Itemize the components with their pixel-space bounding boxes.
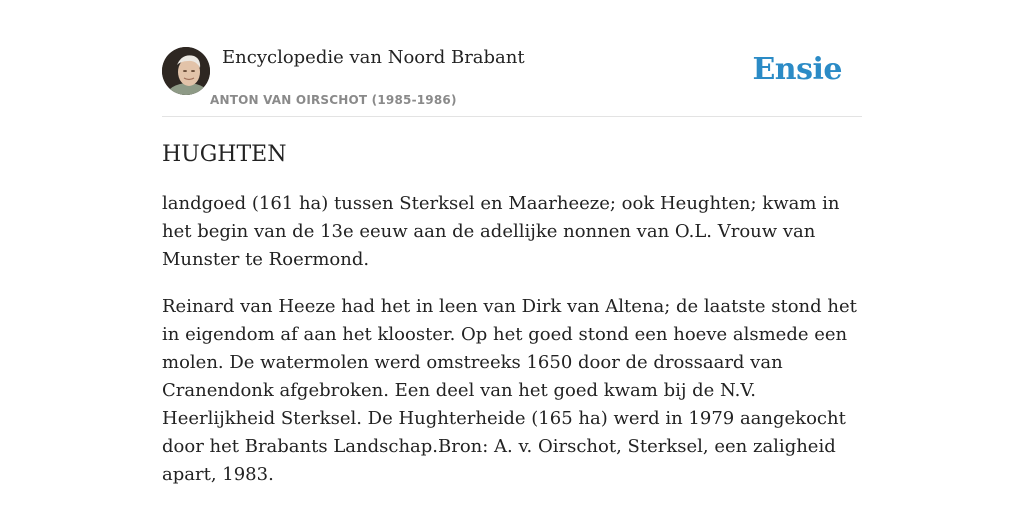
article-paragraph: Reinard van Heeze had het in leen van Dirk van Altena; de laatste stond het in eigendom af aan het klooster. Op het goed stond een hoeve alsmede een molen. De watermolen werd omstreeks 1650 door de drossaard van Cranendonk afgebroken. Een deel van het goed kwam bij de N.V. Heerlijkheid Sterksel. De Hughterheide (165 ha) werd in 1979 aangekocht door het Brabants Landschap.Bron: A. v. Oirschot, Sterksel, een zaligheid apart, 1983.	[162, 296, 857, 485]
entry-title: HUGHTEN	[162, 142, 287, 167]
brand-logo[interactable]: Ensie	[752, 52, 842, 87]
article-paragraph: landgoed (161 ha) tussen Sterksel en Maarheeze; ook Heughten; kwam in het begin van de 13e eeuw aan de adellijke nonnen van O.L. Vrouw van Munster te Roermond.	[162, 193, 840, 270]
avatar[interactable]	[162, 47, 210, 95]
author-portrait-icon	[162, 47, 210, 95]
source-title[interactable]: Encyclopedie van Noord Brabant	[222, 47, 525, 68]
article	[162, 140, 862, 508]
source-header	[162, 46, 862, 117]
author-credit[interactable]: ANTON VAN OIRSCHOT (1985-1986)	[210, 93, 457, 107]
